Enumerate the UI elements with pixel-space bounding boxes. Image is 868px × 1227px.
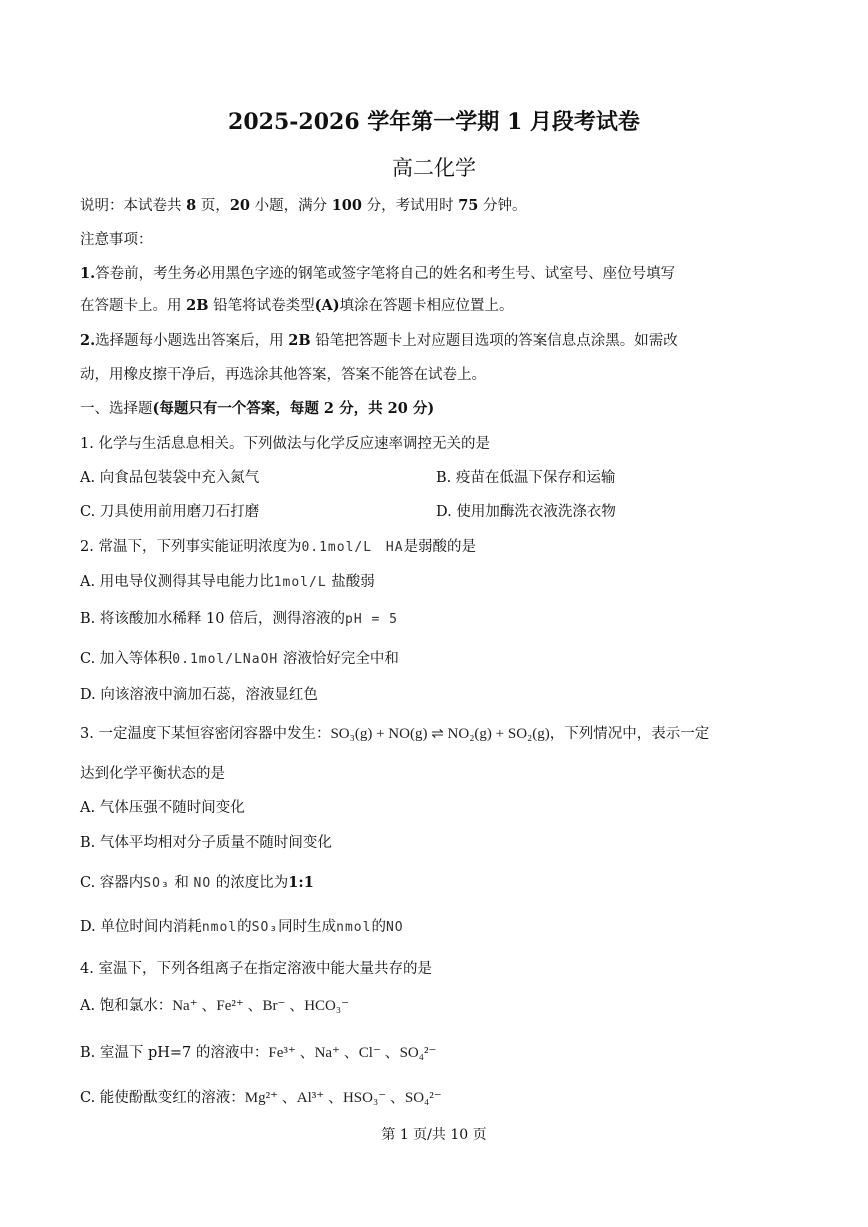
- page-title: 2025-2026 学年第一学期 1 月段考试卷: [228, 109, 640, 135]
- question-2-option-b: B. 将该酸加水稀释 10 倍后，测得溶液的pH = 5: [80, 611, 399, 627]
- question-1-option-c: C. 刀具使用前用磨刀石打磨: [80, 504, 260, 520]
- section-heading: 一、选择题(每题只有一个答案，每题 2 分，共 20 分): [80, 400, 435, 417]
- question-4-option-a: A. 饱和氯水：Na⁺ 、Fe²⁺ 、Br⁻ 、HCO₃⁻: [80, 998, 350, 1014]
- question-3-option-c: C. 容器内SO₃ 和 NO 的浓度比为1:1: [80, 874, 314, 891]
- question-2-option-d: D. 向该溶液中滴加石蕊，溶液显红色: [80, 687, 318, 703]
- question-2-option-c: C. 加入等体积0.1mol/LNaOH 溶液恰好完全中和: [80, 651, 399, 667]
- page-subtitle: 高二化学: [392, 156, 476, 180]
- question-4-stem: 4. 室温下，下列各组离子在指定溶液中能大量共存的是: [80, 961, 432, 977]
- question-1-option-a: A. 向食品包装袋中充入氮气: [80, 470, 260, 486]
- question-1-option-b: B. 疫苗在低温下保存和运输: [436, 470, 616, 486]
- reaction-equation: SO₃(g) + NO(g) ⇌ NO₂(g) + SO₂(g): [330, 726, 550, 742]
- notice-2-line-2: 动，用橡皮擦干净后，再选涂其他答案，答案不能答在试卷上。: [80, 367, 486, 383]
- notice-label: 注意事项：: [80, 232, 153, 248]
- notice-1-line-2: 在答题卡上。用 2B 铅笔将试卷类型(A)填涂在答题卡相应位置上。: [80, 297, 514, 314]
- question-3-option-a: A. 气体压强不随时间变化: [80, 800, 245, 816]
- question-3-option-b: B. 气体平均相对分子质量不随时间变化: [80, 835, 332, 851]
- question-3-option-d: D. 单位时间内消耗nmol的SO₃同时生成nmol的NO: [80, 919, 404, 935]
- question-4-option-b: B. 室温下 pH=7 的溶液中：Fe³⁺ 、Na⁺ 、Cl⁻ 、SO₄²⁻: [80, 1045, 437, 1061]
- question-1-stem: 1. 化学与生活息息相关。下列做法与化学反应速率调控无关的是: [80, 436, 490, 452]
- question-1-option-d: D. 使用加酶洗衣液洗涤衣物: [436, 504, 616, 520]
- notice-1-line-1: 1.答卷前，考生务必用黑色字迹的钢笔或签字笔将自己的姓名和考生号、试室号、座位号填写: [80, 265, 676, 282]
- question-3-stem-line-1: 3. 一定温度下某恒容密闭容器中发生：SO₃(g) + NO(g) ⇌ NO₂(g) + SO₂(g)，下列情况中，表示一定: [80, 726, 710, 742]
- exam-description: 说明：本试卷共 8 页，20 小题，满分 100 分，考试用时 75 分钟。: [80, 197, 527, 214]
- question-2-stem: 2. 常温下，下列事实能证明浓度为0.1mol/L HA是弱酸的是: [80, 539, 477, 555]
- question-2-option-a: A. 用电导仪测得其导电能力比1mol/L 盐酸弱: [80, 574, 375, 590]
- page-footer: 第 1 页/共 10 页: [381, 1127, 487, 1143]
- question-3-stem-line-2: 达到化学平衡状态的是: [80, 766, 225, 782]
- notice-2-line-1: 2.选择题每小题选出答案后，用 2B 铅笔把答题卡上对应题目选项的答案信息点涂黑。如需改: [80, 332, 678, 349]
- question-4-option-c: C. 能使酚酞变红的溶液：Mg²⁺ 、Al³⁺ 、HSO₃⁻ 、SO₄²⁻: [80, 1090, 442, 1106]
